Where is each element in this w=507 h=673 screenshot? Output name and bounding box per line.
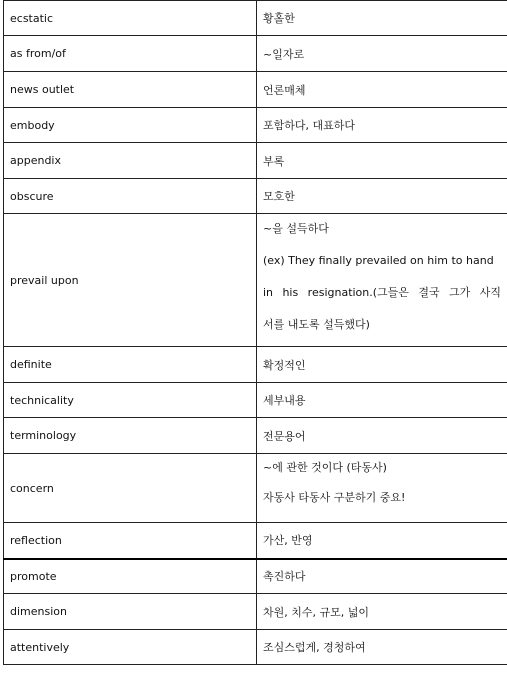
meaning-cell: 세부내용 xyxy=(257,383,507,418)
meaning-line: ~에 관한 것이다 (타동사) xyxy=(263,461,387,474)
meaning-cell: 부록 xyxy=(257,143,507,179)
meaning-line: ~을 설득하다 xyxy=(263,222,329,235)
meaning-cell: 언론매체 xyxy=(257,72,507,108)
vocabulary-table-body xyxy=(4,1,507,665)
table-row xyxy=(4,418,507,454)
term-cell: technicality xyxy=(4,383,257,418)
table-row xyxy=(4,1,507,36)
meaning-cell: 포함하다, 대표하다 xyxy=(257,108,507,143)
meaning-cell: 확정적인 xyxy=(257,347,507,383)
table-row xyxy=(4,143,507,179)
term-cell: concern xyxy=(4,454,257,523)
meaning-cell xyxy=(257,214,507,347)
meaning-cell: 황홀한 xyxy=(257,1,507,36)
table-row xyxy=(4,179,507,214)
term-cell: reflection xyxy=(4,523,257,559)
meaning-cell: 모호한 xyxy=(257,179,507,214)
table-row xyxy=(4,559,507,594)
term-cell: dimension xyxy=(4,594,257,630)
table-row xyxy=(4,214,507,347)
meaning-cell: 차원, 치수, 규모, 넓이 xyxy=(257,594,507,630)
vocabulary-table xyxy=(3,0,507,665)
term-cell: terminology xyxy=(4,418,257,454)
meaning-cell: 촉진하다 xyxy=(257,559,507,594)
term-cell: news outlet xyxy=(4,72,257,108)
meaning-cell: 가산, 반영 xyxy=(257,523,507,559)
table-row xyxy=(4,108,507,143)
term-cell: appendix xyxy=(4,143,257,179)
term-cell: prevail upon xyxy=(4,214,257,347)
table-row xyxy=(4,36,507,72)
meaning-cell: 조심스럽게, 경청하여 xyxy=(257,630,507,665)
meaning-example-line: (ex) They finally prevailed on him to hand xyxy=(263,254,494,267)
meaning-cell xyxy=(257,454,507,523)
table-row xyxy=(4,454,507,523)
term-cell: definite xyxy=(4,347,257,383)
term-cell: promote xyxy=(4,559,257,594)
term-cell: as from/of xyxy=(4,36,257,72)
table-row xyxy=(4,630,507,665)
table-row xyxy=(4,594,507,630)
meaning-cell: ~일자로 xyxy=(257,36,507,72)
table-row xyxy=(4,72,507,108)
meaning-note-line: 자동사 타동사 구분하기 중요! xyxy=(263,491,406,504)
term-cell: attentively xyxy=(4,630,257,665)
meaning-example-line: in his resignation.(그들은 결국 그가 사직 xyxy=(263,286,501,299)
meaning-example-line: 서를 내도록 설득했다) xyxy=(263,318,370,331)
table-row xyxy=(4,523,507,559)
table-row xyxy=(4,383,507,418)
term-cell: obscure xyxy=(4,179,257,214)
term-cell: embody xyxy=(4,108,257,143)
table-row xyxy=(4,347,507,383)
term-cell: ecstatic xyxy=(4,1,257,36)
meaning-cell: 전문용어 xyxy=(257,418,507,454)
